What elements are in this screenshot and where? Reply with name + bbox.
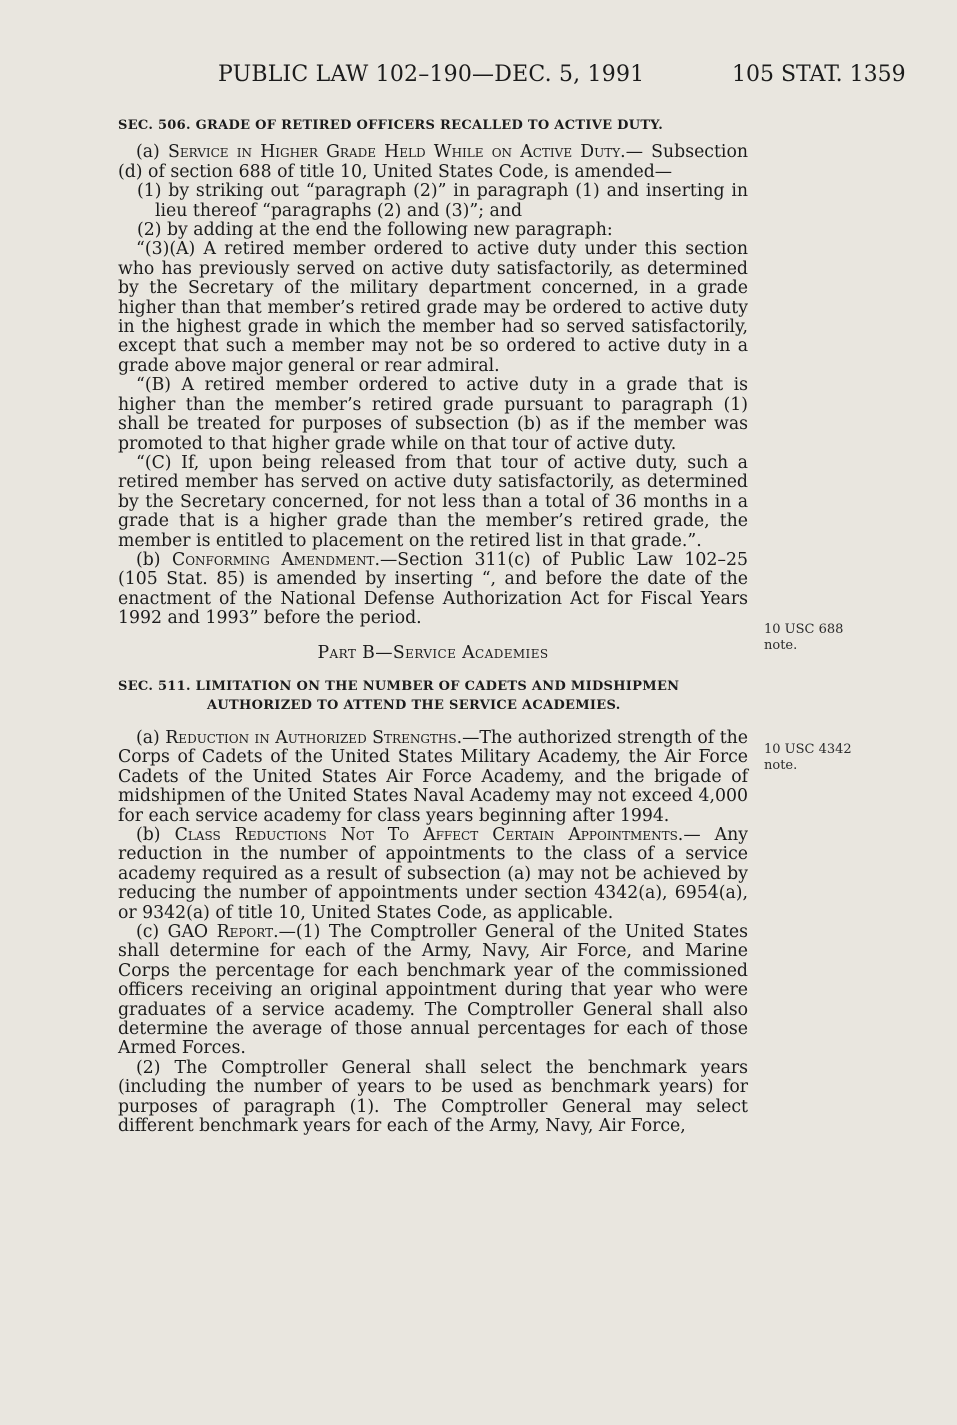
header-title: PUBLIC LAW 102–190—DEC. 5, 1991: [218, 62, 645, 87]
subsection-text: —The authorized strength of the Corps of Cadets of the United States Military Academy, the Air Force Cadets of the United States Air Force Academy, and the brigade of midshipmen of the United States Naval Academy may not exceed 4,000 for each service academy for class years beginning after 1994.: [118, 727, 749, 826]
subsection-label: (a): [136, 727, 166, 748]
subsection-title: Reduction in Authorized Strengths.: [165, 727, 463, 748]
sec-506-heading: SEC. 506. GRADE OF RETIRED OFFICERS RECALLED TO ACTIVE DUTY.: [118, 118, 664, 133]
paragraph-3c: “(C) If, upon being released from that tour of active duty, such a retired member has served on active duty satisfactorily, as determined by the Secretary concerned, for not less than a total of 36 months in a grade that is a higher grade than the member’s retired grade, the member is entitled to placement on the retired list in that grade.”.: [118, 452, 748, 551]
sec-511-subsection-c: [118, 923, 748, 1059]
subsection-text: — Subsection (d) of section 688 of title 10, United States Code, is amended—: [118, 142, 748, 182]
margin-note-label: note.: [764, 758, 798, 773]
subsection-label: (b): [136, 825, 175, 845]
subsection-label: (b): [136, 549, 172, 570]
sec-506-subsection-a: [118, 143, 748, 182]
sec-511-heading-line2: AUTHORIZED TO ATTEND THE SERVICE ACADEMIES.: [207, 697, 621, 713]
header-stat-page: 105 STAT. 1359: [732, 62, 906, 87]
sec-506-subsection-b: [118, 551, 748, 629]
part-title: —Service Academies: [375, 642, 549, 663]
amendment-item-2: (2) by adding at the end the following new paragraph:: [137, 220, 613, 241]
subsection-title: Report.: [216, 922, 279, 943]
sec-511-heading: [118, 677, 748, 715]
sec-511-subsection-c-paragraph-2: (2) The Comptroller General shall select the benchmark years (including the number of years to be used as benchmark years) for purposes of paragraph (1). The Comptroller General may select different benchmark years for each of the Army, Navy, Air Force,: [118, 1057, 748, 1137]
subsection-text: —(1) The Comptroller General of the United States shall determine for each of the Army, Navy, Air Force, and Marine Corps the percentage for each benchmark year of the commissioned officers receiving an original appointment during that year who were graduates of a service academy. The Comptroller General shall also determine the average of those annual percentages for each of those Armed Forces.: [118, 922, 748, 1059]
subsection-label: (c) GAO: [136, 922, 217, 943]
body-text: [118, 116, 748, 1137]
margin-note-1: [764, 622, 843, 654]
subsection-label: (a): [136, 142, 168, 163]
margin-note-citation: 10 USC 4342: [764, 742, 852, 757]
sec-511-subsection-a: [118, 729, 748, 826]
margin-note-label: note.: [764, 638, 798, 653]
subsection-text: —Section 311(c) of Public Law 102–25 (105 Stat. 85) is amended by inserting “, and before the date of the enactment of the National Defense Authorization Act for Fiscal Years 1992 and 1993” before the period.: [118, 549, 748, 629]
paragraph-3b: “(B) A retired member ordered to active duty in a grade that is higher than the member’s retired grade pursuant to paragraph (1) shall be treated for purposes of subsection (b) as if the member was promoted to that higher grade while on that tour of active duty.: [118, 375, 748, 454]
subsection-title: Class Reductions Not To Affect Certain Appointments.: [174, 825, 684, 845]
sec-511-subsection-b: [118, 826, 748, 923]
sec-511-heading-line1: SEC. 511. LIMITATION ON THE NUMBER OF CADETS AND MIDSHIPMEN: [118, 678, 680, 694]
part-heading: [118, 644, 748, 663]
amendment-item-1: (1) by striking out “paragraph (2)” in paragraph (1) and inserting in lieu thereof “paragraphs (2) and (3)”; and: [137, 181, 748, 221]
subsection-title: Conforming Amendment.: [172, 549, 381, 570]
part-prefix: Part B: [317, 642, 376, 663]
margin-note-citation: 10 USC 688: [764, 622, 844, 637]
subsection-text: — Any reduction in the number of appointments to the class of a service academy required as a result of subsection (a) may not be achieved by reducing the number of appointments under section 4342(a), 6954(a), or 9342(a) of title 10, United States Code, as applicable.: [118, 825, 748, 923]
paragraph-3a: “(3)(A) A retired member ordered to active duty under this section who has previously served on active duty satisfactorily, as determined by the Secretary of the military department concerned, in a grade higher than that member’s retired grade may be ordered to active duty in the highest grade in which the member had so served satisfactorily, except that such a member may not be so ordered to active duty in a grade above major general or rear admiral.: [118, 239, 748, 376]
subsection-title: Service in Higher Grade Held While on Active Duty.: [168, 142, 626, 163]
margin-note-2: [764, 742, 852, 774]
page-header: [0, 62, 957, 98]
